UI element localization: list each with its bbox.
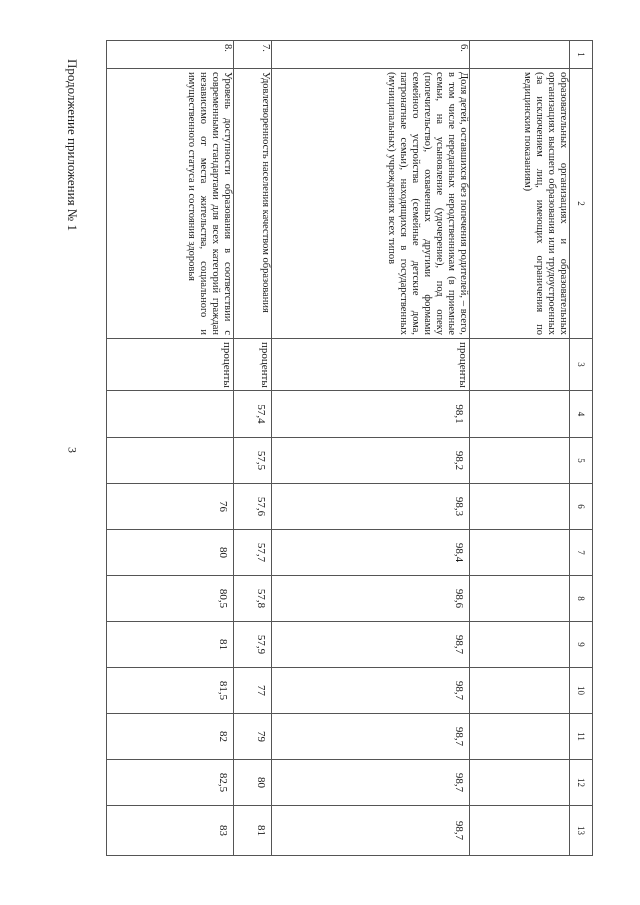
column-header: 8 xyxy=(570,576,593,622)
table-row xyxy=(107,41,234,856)
value-cell: 98,1 xyxy=(272,391,470,438)
value-cell: 98,7 xyxy=(272,806,470,856)
value-cell xyxy=(107,391,234,438)
value-cell xyxy=(470,760,570,806)
indicator-name: Удовлетворенность населения качеством образования xyxy=(234,69,272,339)
value-cell: 81,5 xyxy=(107,668,234,714)
value-cell: 98,7 xyxy=(272,622,470,668)
row-number: 8. xyxy=(107,41,234,69)
indicator-name: Уровень доступности образования в соответствии с современными стандартами для всех категорий граждан независимо от места жительства, социального и имущественного статуса и состояния здоровья xyxy=(107,69,234,339)
value-cell xyxy=(470,530,570,576)
column-header: 9 xyxy=(570,622,593,668)
unit-cell xyxy=(470,339,570,391)
column-header: 10 xyxy=(570,668,593,714)
column-header: 11 xyxy=(570,714,593,760)
value-cell: 77 xyxy=(234,668,272,714)
column-header: 7 xyxy=(570,530,593,576)
column-header: 13 xyxy=(570,806,593,856)
unit-cell: проценты xyxy=(272,339,470,391)
value-cell: 80 xyxy=(234,760,272,806)
value-cell: 57,7 xyxy=(234,530,272,576)
indicator-name: образовательных организациях и образовательных организациях высшего образования или трудоустроенных (за исключением лиц, имеющих ограничения по медицинским показаниям) xyxy=(470,69,570,339)
column-header: 4 xyxy=(570,391,593,438)
value-cell xyxy=(470,806,570,856)
row-number: 7. xyxy=(234,41,272,69)
value-cell: 57,4 xyxy=(234,391,272,438)
value-cell: 80 xyxy=(107,530,234,576)
value-cell: 98,3 xyxy=(272,484,470,530)
column-header: 2 xyxy=(570,69,593,339)
value-cell: 82 xyxy=(107,714,234,760)
value-cell xyxy=(470,438,570,484)
value-cell xyxy=(470,668,570,714)
value-cell: 80,5 xyxy=(107,576,234,622)
value-cell: 57,6 xyxy=(234,484,272,530)
indicator-name: Доля детей, оставшихся без попечения родителей, – всего, в том числе переданных неродственникам (в приемные семьи, на усыновление (удочерение), под опеку (попечительство), охваченных другими формами семейного устройства (семейные детские дома, патронатные семьи), находящихся в государственных (муниципальных) учреждениях всех типов xyxy=(272,69,470,339)
unit-cell: проценты xyxy=(234,339,272,391)
table-row xyxy=(470,41,570,856)
value-cell: 76 xyxy=(107,484,234,530)
column-header: 5 xyxy=(570,438,593,484)
value-cell xyxy=(470,622,570,668)
indicators-table xyxy=(106,40,593,856)
annex-title: Продолжение приложения № 1 xyxy=(65,59,80,231)
value-cell: 57,9 xyxy=(234,622,272,668)
value-cell xyxy=(470,484,570,530)
value-cell: 83 xyxy=(107,806,234,856)
row-number: 6. xyxy=(272,41,470,69)
value-cell xyxy=(470,714,570,760)
header-row xyxy=(570,41,593,856)
unit-cell: проценты xyxy=(107,339,234,391)
value-cell: 98,4 xyxy=(272,530,470,576)
page-number: 3 xyxy=(65,447,80,453)
value-cell: 98,7 xyxy=(272,760,470,806)
value-cell xyxy=(470,576,570,622)
value-cell: 81 xyxy=(107,622,234,668)
row-number xyxy=(470,41,570,69)
value-cell: 81 xyxy=(234,806,272,856)
value-cell: 98,6 xyxy=(272,576,470,622)
table-row xyxy=(234,41,272,856)
value-cell: 82,5 xyxy=(107,760,234,806)
value-cell xyxy=(107,438,234,484)
value-cell: 57,8 xyxy=(234,576,272,622)
column-header: 1 xyxy=(570,41,593,69)
table-row xyxy=(272,41,470,856)
value-cell: 57,5 xyxy=(234,438,272,484)
value-cell: 79 xyxy=(234,714,272,760)
column-header: 3 xyxy=(570,339,593,391)
value-cell: 98,7 xyxy=(272,714,470,760)
value-cell: 98,7 xyxy=(272,668,470,714)
value-cell: 98,2 xyxy=(272,438,470,484)
column-header: 6 xyxy=(570,484,593,530)
column-header: 12 xyxy=(570,760,593,806)
indicators-table-rotated xyxy=(108,40,593,855)
indicators-table-area xyxy=(108,40,593,855)
value-cell xyxy=(470,391,570,438)
